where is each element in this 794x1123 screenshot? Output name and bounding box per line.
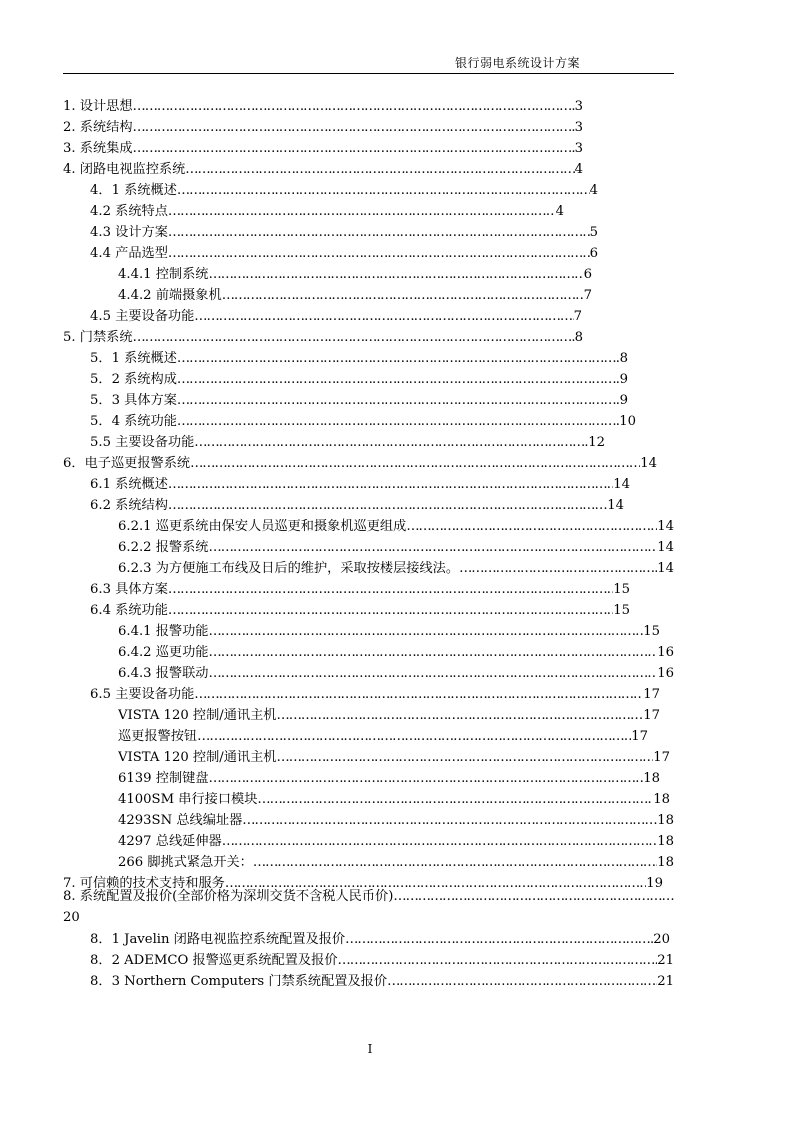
toc-leader-dots xyxy=(209,643,658,663)
toc-leader-dots xyxy=(459,559,657,579)
toc-entry-label: 3. 系统集成 xyxy=(63,141,133,156)
toc-entry-label: 6.2 系统结构 xyxy=(90,498,168,513)
toc-entry-label: 6.2.2 报警系统 xyxy=(118,540,209,555)
toc-entry-label: 5. 门禁系统 xyxy=(63,330,133,345)
toc-entry-label: 5．1 系统概述 xyxy=(90,351,177,366)
toc-entry[interactable] xyxy=(90,496,624,516)
toc-entry-page: 16 xyxy=(657,645,674,660)
toc-entry-page: 3 xyxy=(574,99,583,114)
toc-entry-page: 17 xyxy=(653,750,670,765)
toc-entry-label: 6.4.3 报警联动 xyxy=(118,666,209,681)
toc-entry-page: 4 xyxy=(589,183,598,198)
toc-entry[interactable] xyxy=(63,887,674,907)
toc-entry-page: 3 xyxy=(574,120,583,135)
toc-entry[interactable] xyxy=(90,601,630,621)
toc-entry-page: 18 xyxy=(657,834,674,849)
toc-leader-dots xyxy=(194,685,643,705)
toc-entry-label: 6.4 系统功能 xyxy=(90,603,168,618)
toc-entry-label: VISTA 120 控制/通讯主机 xyxy=(118,750,277,765)
toc-leader-dots xyxy=(177,370,620,390)
toc-leader-dots xyxy=(277,748,654,768)
footer-page-number: I xyxy=(367,1042,373,1056)
toc-entry[interactable] xyxy=(118,853,674,873)
toc-leader-dots xyxy=(168,223,590,243)
toc-entry-page: 14 xyxy=(613,477,630,492)
toc-leader-dots xyxy=(168,601,613,621)
toc-entry-label: 5．2 系统构成 xyxy=(90,372,177,387)
toc-entry[interactable] xyxy=(63,118,583,138)
toc-leader-dots xyxy=(190,454,640,474)
toc-entry-page: 17 xyxy=(643,687,660,702)
toc-entry-label: 6.2.3 为方便施工布线及日后的维护，采取按楼层接线法。 xyxy=(118,561,460,576)
toc-entry-label: 1. 设计思想 xyxy=(63,99,133,114)
toc-entry-page: 5 xyxy=(589,225,598,240)
toc-entry-page: 9 xyxy=(619,372,628,387)
toc-leader-dots xyxy=(133,139,575,159)
toc-entry-page: 14 xyxy=(657,519,674,534)
toc-entry[interactable] xyxy=(63,160,583,180)
toc-entry-page: 17 xyxy=(631,729,648,744)
toc-entry-label: 4．1 系统概述 xyxy=(90,183,177,198)
toc-entry-label: 4100SM 串行接口模块 xyxy=(118,792,258,807)
toc-leader-dots xyxy=(209,664,658,684)
toc-entry-label: VISTA 120 控制/通讯主机 xyxy=(118,708,277,723)
toc-entry-page: 8 xyxy=(574,330,583,345)
toc-entry-page: 7 xyxy=(573,309,582,324)
toc-entry-label: 266 脚挑式紧急开关： xyxy=(118,855,253,870)
toc-entry[interactable] xyxy=(90,580,630,600)
toc-entry-label: 6．电子巡更报警系统 xyxy=(63,456,191,471)
toc-entry[interactable] xyxy=(90,181,598,201)
toc-leader-dots xyxy=(177,391,620,411)
toc-entry-page: 3 xyxy=(574,141,583,156)
toc-leader-dots xyxy=(222,832,658,852)
toc-entry-page: 15 xyxy=(613,582,630,597)
toc-leader-dots xyxy=(209,538,658,558)
toc-leader-dots xyxy=(257,790,653,810)
toc-entry-label: 4.4 产品选型 xyxy=(90,246,168,261)
header-title: 银行弱电系统设计方案 xyxy=(455,56,581,70)
toc-entry[interactable] xyxy=(118,748,670,768)
toc-entry[interactable] xyxy=(90,349,628,369)
toc-entry-label: 5．3 具体方案 xyxy=(90,393,177,408)
toc-entry-label: 巡更报警按钮 xyxy=(118,729,198,744)
toc-entry-label: 4293SN 总线编址器 xyxy=(118,813,243,828)
toc-entry[interactable] xyxy=(118,706,660,726)
toc-entry-page: 16 xyxy=(657,666,674,681)
toc-entry-label: 2. 系统结构 xyxy=(63,120,133,135)
toc-entry-label: 4.4.1 控制系统 xyxy=(118,267,209,282)
toc-entry-page: 7 xyxy=(583,288,592,303)
toc-leader-dots xyxy=(168,244,590,264)
toc-entry[interactable] xyxy=(90,223,598,243)
toc-leader-dots xyxy=(209,622,644,642)
toc-entry-page: 14 xyxy=(640,456,657,471)
toc-entry-page: 4 xyxy=(574,162,583,177)
toc-entry[interactable] xyxy=(118,769,660,789)
toc-entry-label: 4297 总线延伸器 xyxy=(118,834,222,849)
toc-leader-dots xyxy=(168,475,613,495)
toc-entry-page: 18 xyxy=(643,771,660,786)
toc-entry[interactable] xyxy=(63,454,657,474)
toc-entry-label: 4.5 主要设备功能 xyxy=(90,309,195,324)
toc-entry-label: 4.2 系统特点 xyxy=(90,204,168,219)
toc-entry[interactable] xyxy=(118,517,674,537)
toc-leader-dots xyxy=(133,328,575,348)
toc-entry-label: 6.2.1 巡更系统由保安人员巡更和摄象机巡更组成 xyxy=(118,519,407,534)
toc-entry-label: 6.5 主要设备功能 xyxy=(90,687,195,702)
toc-entry[interactable] xyxy=(90,972,674,992)
toc-entry-label: 6139 控制键盘 xyxy=(118,771,209,786)
toc-entry[interactable] xyxy=(118,664,674,684)
toc-entry[interactable] xyxy=(90,930,670,950)
toc-entry-page: 15 xyxy=(613,603,630,618)
toc-leader-dots xyxy=(177,412,619,432)
toc-entry[interactable] xyxy=(90,685,660,705)
toc-leader-dots xyxy=(406,517,657,537)
toc-entry[interactable] xyxy=(90,370,628,390)
toc-leader-dots xyxy=(168,202,556,222)
toc-entry-label: 8. 系统配置及报价(全部价格为深圳交货不含税人民币价) xyxy=(63,889,394,904)
toc-entry[interactable] xyxy=(118,643,674,663)
toc-entry-label: 4.3 设计方案 xyxy=(90,225,168,240)
toc-entry[interactable] xyxy=(118,811,674,831)
toc-entry-label: 6.4.2 巡更功能 xyxy=(118,645,209,660)
toc-leader-dots xyxy=(393,887,674,907)
toc-leader-dots xyxy=(209,769,644,789)
toc-entry[interactable] xyxy=(90,412,636,432)
toc-entry-page: 17 xyxy=(643,708,660,723)
toc-leader-dots xyxy=(338,951,658,971)
toc-entry[interactable] xyxy=(118,538,674,558)
toc-entry[interactable] xyxy=(63,97,583,117)
toc-leader-dots xyxy=(194,433,588,453)
toc-entry-page: 9 xyxy=(619,393,628,408)
toc-entry-label: 7. 可信赖的技术支持和服务 xyxy=(63,876,225,891)
toc-entry[interactable] xyxy=(118,622,660,642)
toc-entry-label: 5.5 主要设备功能 xyxy=(90,435,195,450)
toc-leader-dots xyxy=(168,580,613,600)
toc-leader-dots xyxy=(168,496,607,516)
toc-entry-page: 14 xyxy=(657,561,674,576)
toc-entry-page: 8 xyxy=(619,351,628,366)
toc-entry[interactable] xyxy=(118,790,670,810)
toc-entry-page-wrapped: 20 xyxy=(63,910,80,925)
toc-entry[interactable] xyxy=(90,202,564,222)
toc-leader-dots xyxy=(345,930,653,950)
toc-entry[interactable] xyxy=(118,559,674,579)
toc-leader-dots xyxy=(133,118,575,138)
toc-entry-page: 12 xyxy=(588,435,605,450)
toc-leader-dots xyxy=(185,160,574,180)
toc-entry-page: 19 xyxy=(646,876,663,891)
toc-leader-dots xyxy=(194,307,573,327)
toc-entry[interactable] xyxy=(118,832,674,852)
toc-leader-dots xyxy=(197,727,631,747)
toc-leader-dots xyxy=(133,97,575,117)
toc-leader-dots xyxy=(222,286,584,306)
toc-entry[interactable] xyxy=(90,391,628,411)
toc-entry-page: 14 xyxy=(607,498,624,513)
toc-entry[interactable] xyxy=(90,475,630,495)
toc-entry-label: 8．2 ADEMCO 报警巡更系统配置及报价 xyxy=(90,953,338,968)
toc-leader-dots xyxy=(242,811,657,831)
toc-entry-label: 4.4.2 前端摄象机 xyxy=(118,288,222,303)
toc-leader-dots xyxy=(177,349,620,369)
toc-entry-label: 8．1 Javelin 闭路电视监控系统配置及报价 xyxy=(90,932,346,947)
toc-entry-label: 8．3 Northern Computers 门禁系统配置及报价 xyxy=(90,974,388,989)
toc-entry-label: 5．4 系统功能 xyxy=(90,414,177,429)
toc-leader-dots xyxy=(177,181,590,201)
toc-leader-dots xyxy=(209,265,584,285)
toc-entry[interactable] xyxy=(90,433,605,453)
toc-leader-dots xyxy=(277,706,644,726)
toc-entry-page: 10 xyxy=(619,414,636,429)
toc-entry-label: 6.4.1 报警功能 xyxy=(118,624,209,639)
toc-entry-label: 6.1 系统概述 xyxy=(90,477,168,492)
toc-entry-page: 4 xyxy=(555,204,564,219)
toc-entry-page: 21 xyxy=(657,953,674,968)
toc-leader-dots xyxy=(387,972,657,992)
toc-entry[interactable] xyxy=(90,307,582,327)
toc-entry-page: 20 xyxy=(653,932,670,947)
toc-entry[interactable] xyxy=(90,244,598,264)
toc-entry-page: 21 xyxy=(657,974,674,989)
toc-entry-page: 15 xyxy=(643,624,660,639)
toc-entry[interactable] xyxy=(63,139,583,159)
toc-entry[interactable] xyxy=(118,727,648,747)
toc-leader-dots xyxy=(253,853,657,873)
toc-entry[interactable] xyxy=(90,951,674,971)
toc-entry-page: 6 xyxy=(583,267,592,282)
toc-entry-label: 4. 闭路电视监控系统 xyxy=(63,162,186,177)
toc-entry-page: 18 xyxy=(657,813,674,828)
toc-entry[interactable] xyxy=(118,286,592,306)
toc-entry-label: 6.3 具体方案 xyxy=(90,582,168,597)
toc-entry[interactable] xyxy=(63,328,583,348)
toc-entry-page: 6 xyxy=(589,246,598,261)
toc-entry[interactable] xyxy=(118,265,592,285)
toc-entry-page: 18 xyxy=(653,792,670,807)
toc-entry-page: 14 xyxy=(657,540,674,555)
toc-entry-page: 18 xyxy=(657,855,674,870)
